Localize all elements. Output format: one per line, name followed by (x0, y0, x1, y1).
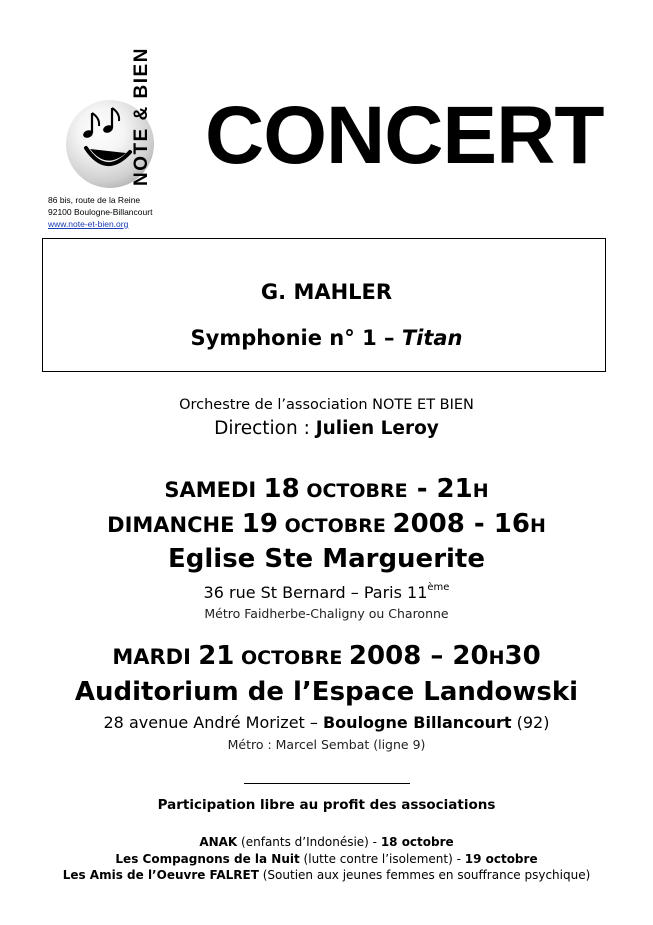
work-title: Symphonie n° 1 – Titan (190, 326, 463, 350)
address-line-2: 92100 Boulogne-Billancourt (48, 207, 153, 217)
venue2-name: Auditorium de l’Espace Landowski (74, 677, 579, 707)
composer: G. MAHLER (260, 280, 393, 304)
participation-text: Participation libre au profit des associations (157, 797, 496, 813)
venue2-address: 28 avenue André Morizet – Boulogne Billancourt (92) (103, 713, 550, 732)
orchestra-line: Orchestre de l’association NOTE ET BIEN (179, 397, 474, 413)
website-link[interactable]: www.note-et-bien.org (48, 219, 129, 229)
association-anak: ANAK (enfants d’Indonésie) - 18 octobre (199, 835, 454, 849)
divider (244, 783, 410, 784)
svg-text:NOTE & BIEN: NOTE & BIEN (131, 47, 152, 186)
venue2-metro: Métro : Marcel Sembat (ligne 9) (227, 737, 426, 752)
date-samedi: SAMEDI 18 OCTOBRE - 21H (164, 474, 489, 504)
logo-vertical-text (133, 22, 151, 190)
website-link-wrapper (48, 219, 128, 230)
page-title: CONCERT (205, 90, 604, 181)
association-falret: Les Amis de l’Oeuvre FALRET (Soutien aux jeunes femmes en souffrance psychique) (62, 868, 591, 882)
date-dimanche: DIMANCHE 19 OCTOBRE 2008 - 16H (107, 509, 546, 539)
venue1-name: Eglise Ste Marguerite (168, 544, 485, 574)
date-mardi: MARDI 21 OCTOBRE 2008 – 20H30 (112, 641, 541, 671)
association-compagnons: Les Compagnons de la Nuit (lutte contre l’isolement) - 19 octobre (115, 852, 538, 866)
address-line-1: 86 bis, route de la Reine (48, 195, 141, 205)
venue1-metro: Métro Faidherbe-Chaligny ou Charonne (204, 606, 449, 621)
program-box (42, 238, 606, 372)
venue1-address: 36 rue St Bernard – Paris 11ème (203, 582, 450, 602)
direction-line: Direction : Julien Leroy (214, 418, 439, 439)
